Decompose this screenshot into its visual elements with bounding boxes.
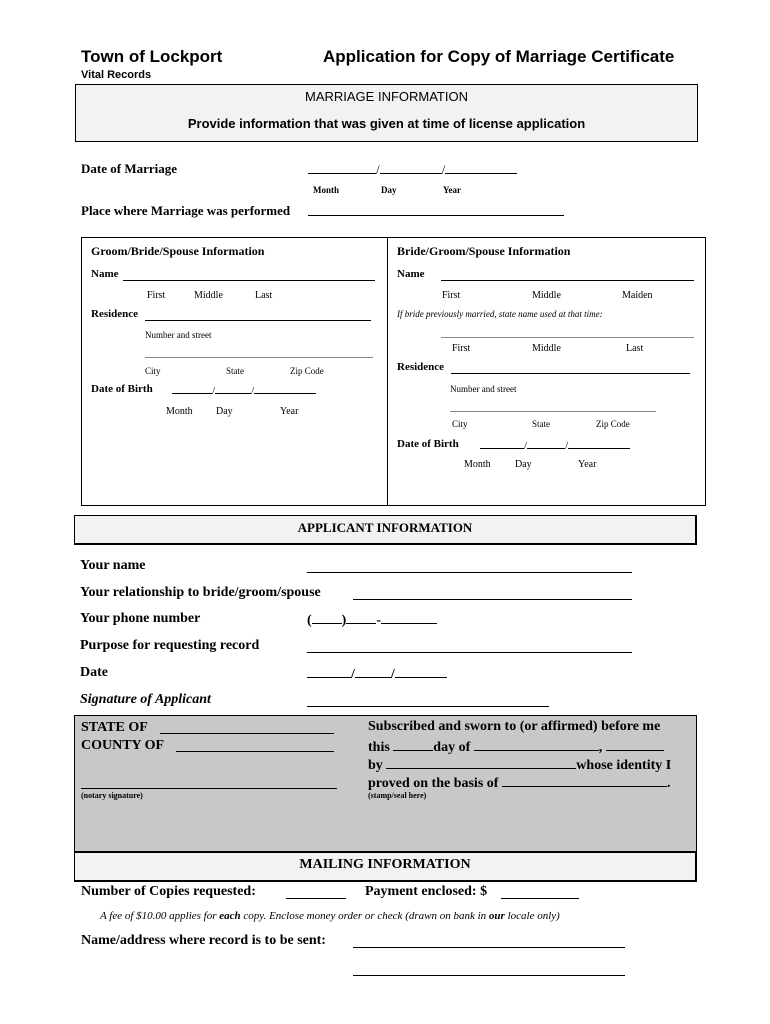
right-dob-month-caption: Month: [464, 459, 491, 470]
left-dob-day-caption: Day: [216, 406, 233, 417]
right-city-caption: City: [452, 419, 468, 429]
relationship-label: Your relationship to bride/groom/spouse: [80, 585, 321, 600]
place-of-marriage-label: Place where Marriage was performed: [81, 203, 291, 218]
prev-first-caption: First: [452, 343, 471, 354]
left-first-caption: First: [147, 290, 166, 301]
mailing-info-header: [74, 852, 697, 882]
prev-married-note: If bride previously married, state name used at that time:: [397, 309, 603, 319]
phone-field[interactable]: ( ) -: [307, 610, 437, 629]
your-name-label: Your name: [80, 558, 146, 573]
signature-field[interactable]: [307, 693, 549, 707]
payment-label: Payment enclosed: $: [365, 884, 488, 899]
left-dob-label: Date of Birth: [91, 383, 153, 395]
day-of-label: day of: [433, 740, 471, 755]
applicant-info-header: [74, 515, 697, 545]
sworn-line-3[interactable]: [368, 755, 671, 774]
form-title: Application for Copy of Marriage Certificate: [323, 47, 675, 66]
county-of-field[interactable]: [176, 738, 334, 752]
prev-middle-caption: Middle: [532, 343, 561, 354]
notary-signature-caption: (notary signature): [81, 791, 143, 800]
right-dob-day-caption: Day: [515, 459, 532, 470]
signature-label: Signature of Applicant: [80, 692, 211, 707]
marriage-info-heading: MARRIAGE INFORMATION: [305, 89, 468, 104]
right-middle-caption: Middle: [532, 290, 561, 301]
marriage-info-box: [75, 84, 698, 142]
by-label: by: [368, 758, 383, 773]
day-caption: Day: [381, 185, 397, 195]
payment-field[interactable]: [501, 885, 579, 899]
right-dob-label: Date of Birth: [397, 438, 459, 450]
left-zip-caption: Zip Code: [290, 366, 324, 376]
left-dob-year-caption: Year: [280, 406, 299, 417]
address-field-2[interactable]: [353, 962, 625, 976]
date-of-marriage-field[interactable]: / /: [308, 160, 517, 178]
address-label: Name/address where record is to be sent:: [81, 933, 326, 948]
copies-field[interactable]: [286, 885, 346, 899]
notary-signature-field[interactable]: [81, 775, 337, 789]
stamp-caption: (stamp/seal here): [368, 791, 427, 800]
right-city-field[interactable]: [450, 398, 656, 412]
relationship-field[interactable]: [353, 586, 632, 600]
left-residence-label: Residence: [91, 308, 139, 320]
applicant-info-heading: APPLICANT INFORMATION: [297, 520, 473, 535]
right-maiden-caption: Maiden: [622, 290, 653, 301]
left-col-title: Groom/Bride/Spouse Information: [91, 244, 265, 258]
marriage-info-subheading: Provide information that was given at time of license application: [187, 116, 586, 131]
right-street-caption: Number and street: [450, 384, 517, 394]
date-field[interactable]: / /: [307, 664, 447, 683]
copies-label: Number of Copies requested:: [81, 884, 256, 899]
prev-last-caption: Last: [626, 343, 644, 354]
right-state-caption: State: [532, 419, 550, 429]
state-of-field[interactable]: [160, 720, 334, 734]
left-state-caption: State: [226, 366, 244, 376]
left-street-caption: Number and street: [145, 330, 212, 340]
county-of-label: COUNTY OF: [81, 738, 165, 753]
right-dob-field[interactable]: / /: [480, 437, 630, 452]
right-col-title: Bride/Groom/Spouse Information: [397, 244, 571, 258]
date-label: Date: [80, 665, 108, 680]
purpose-label: Purpose for requesting record: [80, 638, 260, 653]
left-residence-field[interactable]: [145, 307, 371, 321]
right-residence-label: Residence: [397, 361, 445, 373]
address-field-1[interactable]: [353, 934, 625, 948]
phone-label: Your phone number: [80, 611, 201, 626]
right-residence-field[interactable]: [451, 360, 690, 374]
proved-label: proved on the basis of: [368, 776, 499, 791]
left-city-caption: City: [145, 366, 161, 376]
column-divider: [387, 238, 388, 505]
right-dob-year-caption: Year: [578, 459, 597, 470]
left-name-label: Name: [91, 268, 119, 280]
left-dob-field[interactable]: / /: [172, 382, 316, 397]
prev-name-field[interactable]: [441, 324, 694, 338]
left-middle-caption: Middle: [194, 290, 223, 301]
town-name: Town of Lockport: [81, 47, 223, 66]
left-city-field[interactable]: [145, 344, 373, 358]
purpose-field[interactable]: [307, 639, 632, 653]
sworn-line-2[interactable]: this day of ,: [368, 737, 664, 756]
sworn-line-1: Subscribed and sworn to (or affirmed) before me: [368, 719, 661, 734]
left-name-field[interactable]: [123, 267, 375, 281]
right-name-field[interactable]: [441, 267, 694, 281]
mailing-info-heading: MAILING INFORMATION: [299, 857, 471, 872]
right-zip-caption: Zip Code: [596, 419, 630, 429]
left-last-caption: Last: [255, 290, 273, 301]
state-of-label: STATE OF: [81, 720, 148, 735]
left-dob-month-caption: Month: [166, 406, 193, 417]
your-name-field[interactable]: [307, 559, 632, 573]
right-first-caption: First: [442, 290, 461, 301]
month-caption: Month: [313, 185, 340, 195]
this-label: this: [368, 740, 390, 755]
whose-identity-label: whose identity I: [576, 758, 672, 773]
date-of-marriage-label: Date of Marriage: [81, 161, 178, 176]
right-name-label: Name: [397, 268, 425, 280]
place-of-marriage-field[interactable]: [308, 202, 564, 216]
department: Vital Records: [81, 69, 152, 81]
sworn-line-4[interactable]: proved on the basis of .: [368, 773, 670, 792]
year-caption: Year: [443, 185, 461, 195]
fee-note: A fee of $10.00 applies for each copy. Enclose money order or check (drawn on bank in our locale only): [100, 910, 560, 922]
